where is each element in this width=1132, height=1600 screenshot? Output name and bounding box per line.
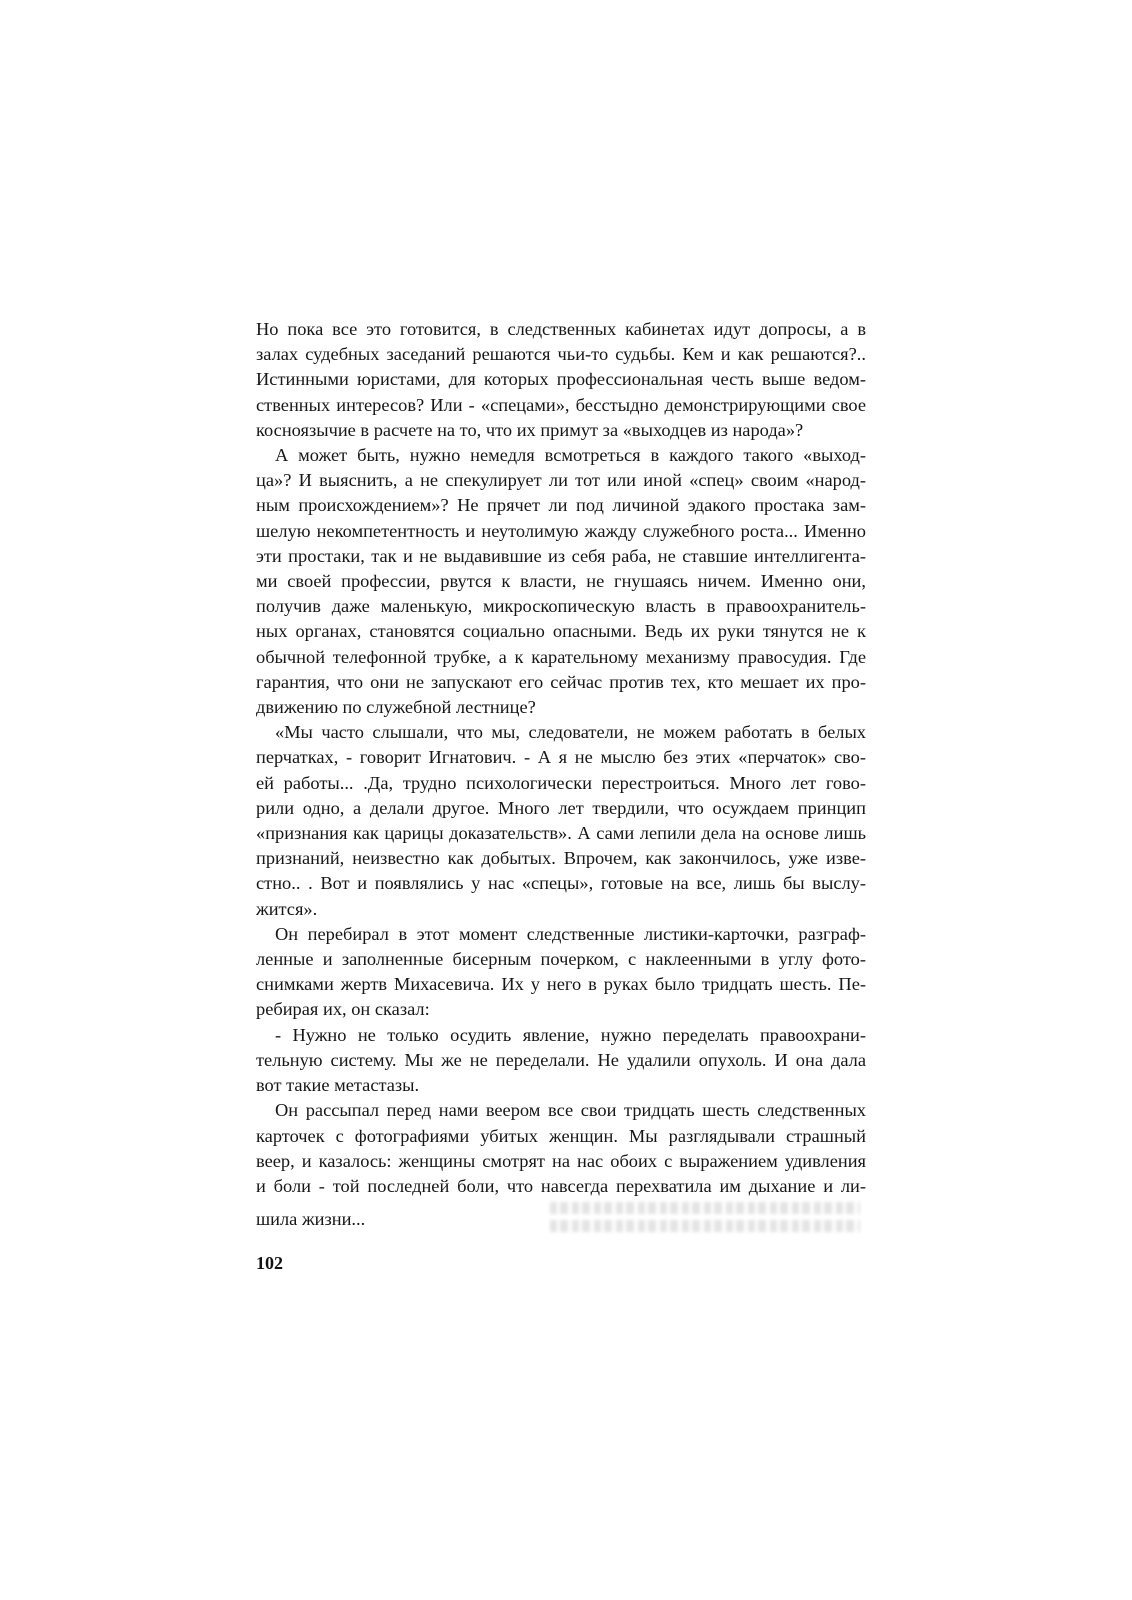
text-line: признаний, неизвестно как добытых. Впрочем, как закончилось, уже изве-: [256, 848, 866, 869]
text-line: рили одно, а делали другое. Много лет твердили, что осуждаем принцип: [256, 797, 866, 818]
text-line: косноязычие в расчете на то, что их примут за «выходцев из народа»?: [256, 419, 804, 440]
text-line: ей работы... .Да, трудно психологически перестроиться. Много лет гово-: [256, 772, 866, 793]
text-line: ных органах, становятся социально опасными. Ведь их руки тянутся не к: [256, 621, 866, 642]
bleed-through-line: [550, 1220, 860, 1232]
text-line: «Мы часто слышали, что мы, следователи, не можем работать в белых: [275, 722, 866, 743]
text-line: перчатках, - говорит Игнатович. - А я не мыслю без этих «перчаток» сво-: [256, 747, 866, 768]
bleed-through-line: [550, 1202, 860, 1214]
text-line: шелую некомпетентность и неутолимую жажду служебного роста... Именно: [256, 520, 866, 541]
text-line: Он перебирал в этот момент следственные листики-карточки, разграф-: [275, 923, 866, 944]
text-line: Он рассыпал перед нами веером все свои тридцать шесть следственных: [275, 1100, 866, 1121]
text-line: ленные и заполненные бисерным почерком, с наклеенными в углу фото-: [256, 949, 866, 970]
text-line: ным происхождением»? Не прячет ли под личиной эдакого простака зам-: [256, 495, 866, 516]
text-line: ми своей профессии, рвутся к власти, не гнушаясь ничем. Именно они,: [256, 571, 866, 592]
text-line: ца»? И выяснить, а не спекулирует ли тот или иной «спец» своим «народ-: [256, 470, 866, 491]
text-line: «признания как царицы доказательств». А сами лепили дела на основе лишь: [256, 823, 866, 844]
bleed-through-text: [550, 1196, 860, 1242]
text-line: движению по служебной лестнице?: [256, 697, 536, 718]
text-line: обычной телефонной трубке, а к карательному механизму правосудия. Где: [256, 646, 866, 667]
text-line: тельную систему. Мы же не переделали. Не удалили опухоль. И она дала: [256, 1049, 866, 1070]
text-line: эти простаки, так и не выдавившие из себя раба, не ставшие интеллигента-: [256, 545, 866, 566]
paragraph: [256, 922, 866, 1023]
text-line: вот такие метастазы.: [256, 1075, 420, 1096]
text-line: веер, и казалось: женщины смотрят на нас обоих с выражением удивления: [256, 1150, 866, 1171]
text-line: А может быть, нужно немедля всмотреться в каждого такого «выход-: [275, 445, 866, 466]
text-line: ребирая их, он сказал:: [256, 999, 430, 1020]
page-number: 102: [256, 1253, 283, 1273]
paragraph: [256, 317, 866, 443]
text-line: шила жизни...: [256, 1209, 366, 1230]
text-line: снимками жертв Михасевича. Их у него в руках было тридцать шесть. Пе-: [256, 974, 866, 995]
text-line: карточек с фотографиями убитых женщин. Мы разглядывали страшный: [256, 1125, 866, 1146]
text-line: залах судебных заседаний решаются чьи-то судьбы. Кем и как решаются?..: [256, 344, 866, 365]
page-body-text: [256, 317, 866, 1232]
text-line: ственных интересов? Или - «спецами», бесстыдно демонстрирующими свое: [256, 394, 866, 415]
text-line: жится».: [256, 898, 318, 919]
paragraph: [256, 1023, 866, 1099]
text-line: - Нужно не только осудить явление, нужно переделать правоохрани-: [275, 1024, 866, 1045]
text-line: Истинными юристами, для которых профессиональная честь выше ведом-: [256, 369, 866, 390]
text-line: Но пока все это готовится, в следственных кабинетах идут допросы, а в: [256, 319, 866, 339]
text-line: получив даже маленькую, микроскопическую власть в правоохранитель-: [256, 596, 866, 617]
paragraph: [256, 720, 866, 922]
paragraph: [256, 443, 866, 720]
text-line: и боли - той последней боли, что навсегда перехватила им дыхание и ли-: [256, 1175, 866, 1196]
text-line: гарантия, что они не запускают его сейчас против тех, кто мешает их про-: [256, 671, 866, 692]
text-line: стно.. . Вот и появлялись у нас «спецы», готовые на все, лишь бы выслу-: [256, 873, 866, 894]
